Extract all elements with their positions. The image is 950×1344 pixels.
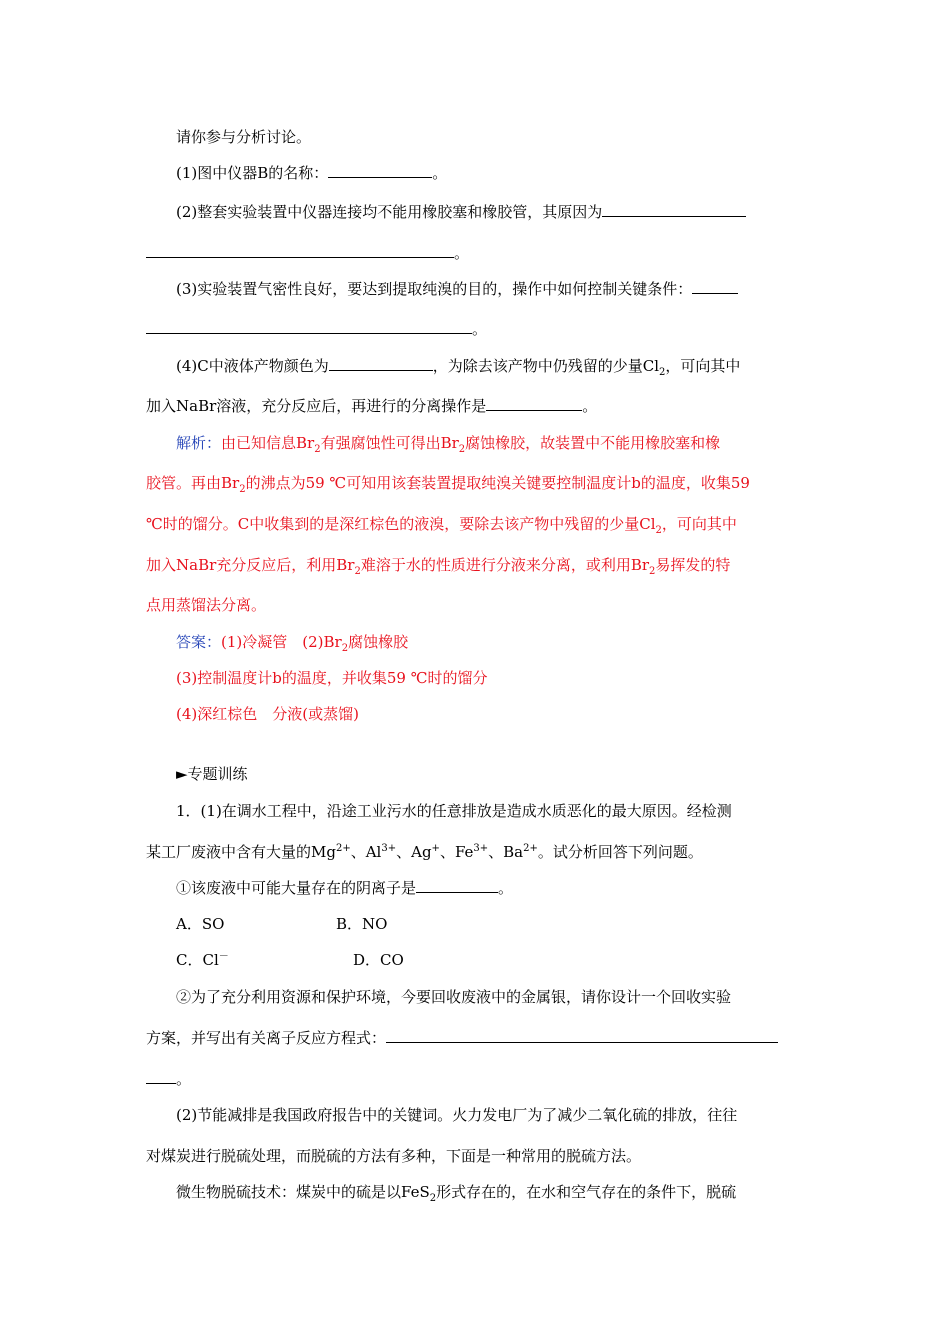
option-c: C．Cl－ [176,951,229,969]
answer-blank [692,279,738,294]
section-heading: ►专题训练 [176,765,248,783]
answer-line-2: (3)控制温度计b的温度，并收集59 ℃时的馏分 [176,669,488,687]
question-2: (2)整套实验装置中仪器连接均不能用橡胶塞和橡胶管，其原因为 [176,202,746,222]
question-4-cont: 加入NaBr溶液，充分反应后，再进行的分离操作是 。 [146,397,598,415]
problem-2-line-3: 微生物脱硫技术：煤炭中的硫是以FeS$_2$形式存在的，在水和空气存在的条件下，脱硫 [176,1183,737,1204]
answer-blank [146,243,454,258]
analysis-line-4: 加入NaBr充分反应后，利用$Br_2$难溶于水的性质进行分液来分离，或利用$Br_2$易挥发的特 [146,556,731,577]
analysis-label: 解析： [176,434,222,452]
option-d: D．CO [353,951,404,969]
analysis-line-3: ℃时的馏分。C中收集到的是深红棕色的液溴，要除去该产物中残留的少量$Cl_2$，可向其中 [146,515,737,536]
intro-text: 请你参与分析讨论。 [176,128,312,146]
answer-blank [329,356,433,371]
answer-blank [146,1069,176,1084]
sub-question-2-cont: 方案，并写出有关离子反应方程式： [146,1028,778,1048]
problem-1-line-1: 1．(1)在调水工程中，沿途工业污水的任意排放是造成水质恶化的最大原因。经检测 [176,802,732,820]
answer-label: 答案： [176,633,222,651]
answer-line-3: (4)深红棕色 分液(或蒸馏) [176,705,359,723]
sub-question-1: ①该废液中可能大量存在的阴离子是 。 [176,879,514,897]
option-a: A．SO [176,915,225,933]
analysis-line-2: 胶管。再由$Br_2$的沸点为59 ℃可知用该套装置提取纯溴关键要控制温度计b的温度，收集59 [146,474,750,495]
sub-question-2: ②为了充分利用资源和保护环境，今要回收废液中的金属银，请你设计一个回收实验 [176,988,732,1006]
sub-question-2-end: 。 [146,1069,191,1089]
problem-2-line-2: 对煤炭进行脱硫处理，而脱硫的方法有多种，下面是一种常用的脱硫方法。 [146,1147,642,1165]
answer-blank [416,878,498,893]
question-4: (4)C中液体产物颜色为 ，为除去该产物中仍残留的少量$Cl_2$，可向其中 [176,357,741,378]
analysis-line-5: 点用蒸馏法分离。 [146,596,267,614]
answer-blank [328,163,432,178]
analysis-line-1: 解析：由已知信息$Br_2$有强腐蚀性可得出$Br_2$腐蚀橡胶，故装置中不能用橡胶塞和橡 [176,434,721,455]
question-2-cont: 。 [146,243,469,263]
problem-1-line-2: 某工厂废液中含有大量的$Mg^{2+}$、$Al^{3+}$、Ag+、$Fe^{3+}$、$Ba^{2+}$。试分析回答下列问题。 [146,843,703,861]
option-b: B．NO [336,915,388,933]
question-3-cont: 。 [146,319,487,339]
answer-blank [386,1028,778,1043]
answer-blank [146,319,472,334]
question-3: (3)实验装置气密性良好，要达到提取纯溴的目的，操作中如何控制关键条件： [176,279,738,299]
question-1: (1)图中仪器B的名称： 。 [176,164,448,182]
answer-blank [602,202,746,217]
problem-2-line-1: (2)节能减排是我国政府报告中的关键词。火力发电厂为了减少二氧化硫的排放，往往 [176,1106,738,1124]
answer-blank [486,396,582,411]
answer-line-1: 答案：(1)冷凝管 $(2)Br_2$腐蚀橡胶 [176,633,409,654]
